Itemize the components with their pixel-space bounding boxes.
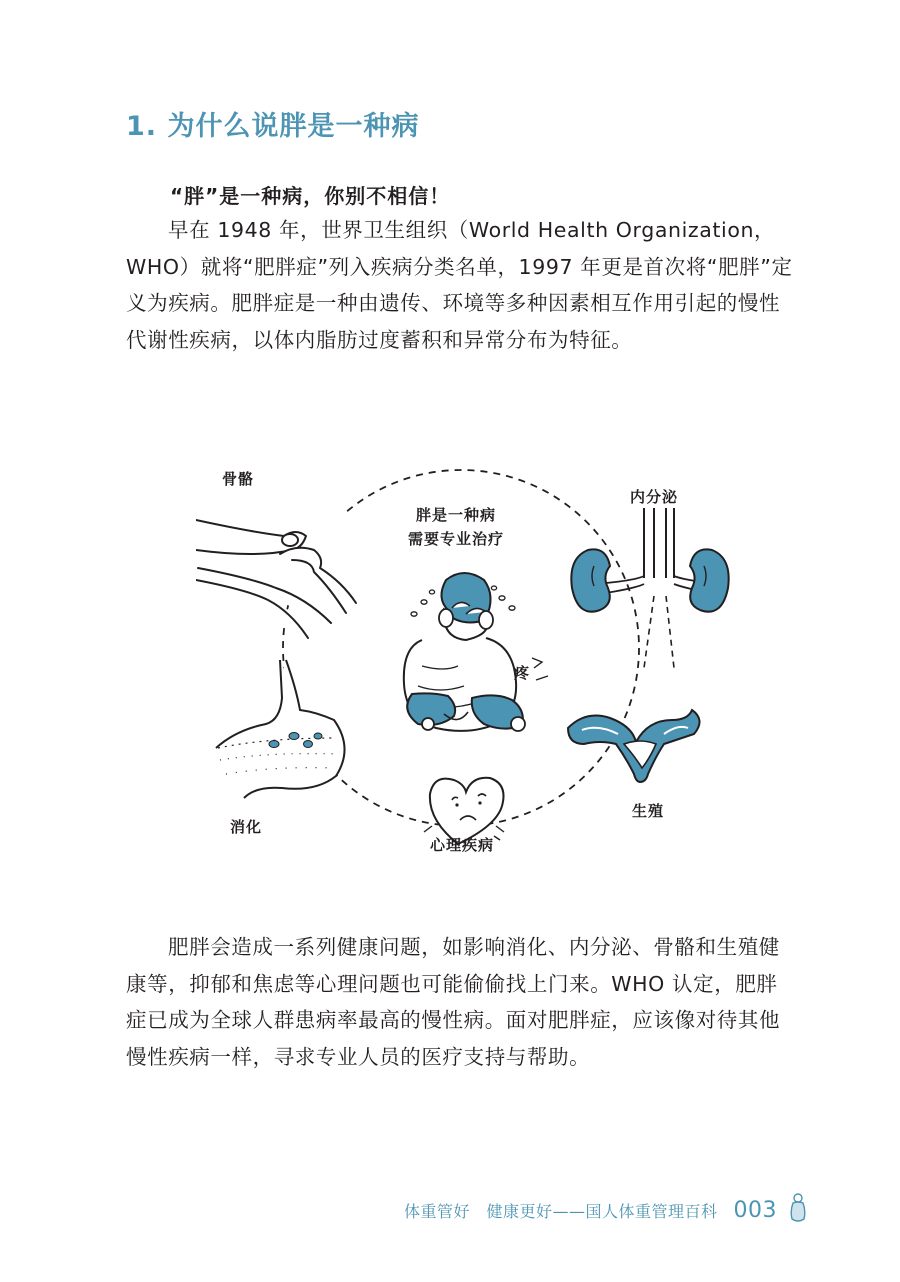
person-silhouette-icon (789, 1193, 807, 1227)
label-mental-illness: 心理疾病 (430, 836, 495, 854)
label-reproduction: 生殖 (632, 802, 665, 820)
paragraph-intro: 早在 1948 年，世界卫生组织（World Health Organization，WHO）就将“肥胖症”列入疾病分类名单，1997 年更是首次将“肥胖”定义为疾病。肥胖症是一种由遗传、环境等多种因素相互作用引起的慢性代谢性疾病，以体内脂肪过度蓄积和异常分布为特征。 (126, 218, 793, 352)
page-footer (404, 1196, 807, 1224)
label-bone: 骨骼 (222, 470, 255, 488)
paragraph-consequences: 肥胖会造成一系列健康问题，如影响消化、内分泌、骨骼和生殖健康等，抑郁和焦虑等心理问题也可能偷偷找上门来。WHO 认定，肥胖症已成为全球人群患病率最高的慢性病。面对肥胖症，应该像对待其他慢性疾病一样，寻求专业人员的医疗支持与帮助。 (126, 935, 781, 1069)
section-heading: 1. 为什么说胖是一种病 (126, 111, 420, 142)
label-digestion: 消化 (230, 818, 263, 836)
pain-label: 疼 (514, 664, 531, 682)
stomach-icon (216, 660, 345, 798)
page-number: 003 (733, 1197, 777, 1223)
uterus-icon (568, 710, 700, 782)
crying-person-icon (404, 573, 548, 731)
book-title: 体重管好 健康更好——国人体重管理百科 (403, 1201, 718, 1221)
subheading: “胖”是一种病，你别不相信！ (170, 184, 451, 208)
obesity-illustration (196, 448, 736, 868)
knee-joint-icon (196, 498, 356, 638)
label-endocrine: 内分泌 (630, 488, 679, 506)
illustration-center-line2: 需要专业治疗 (408, 530, 505, 548)
illustration-center-line1: 胖是一种病 (416, 506, 497, 524)
